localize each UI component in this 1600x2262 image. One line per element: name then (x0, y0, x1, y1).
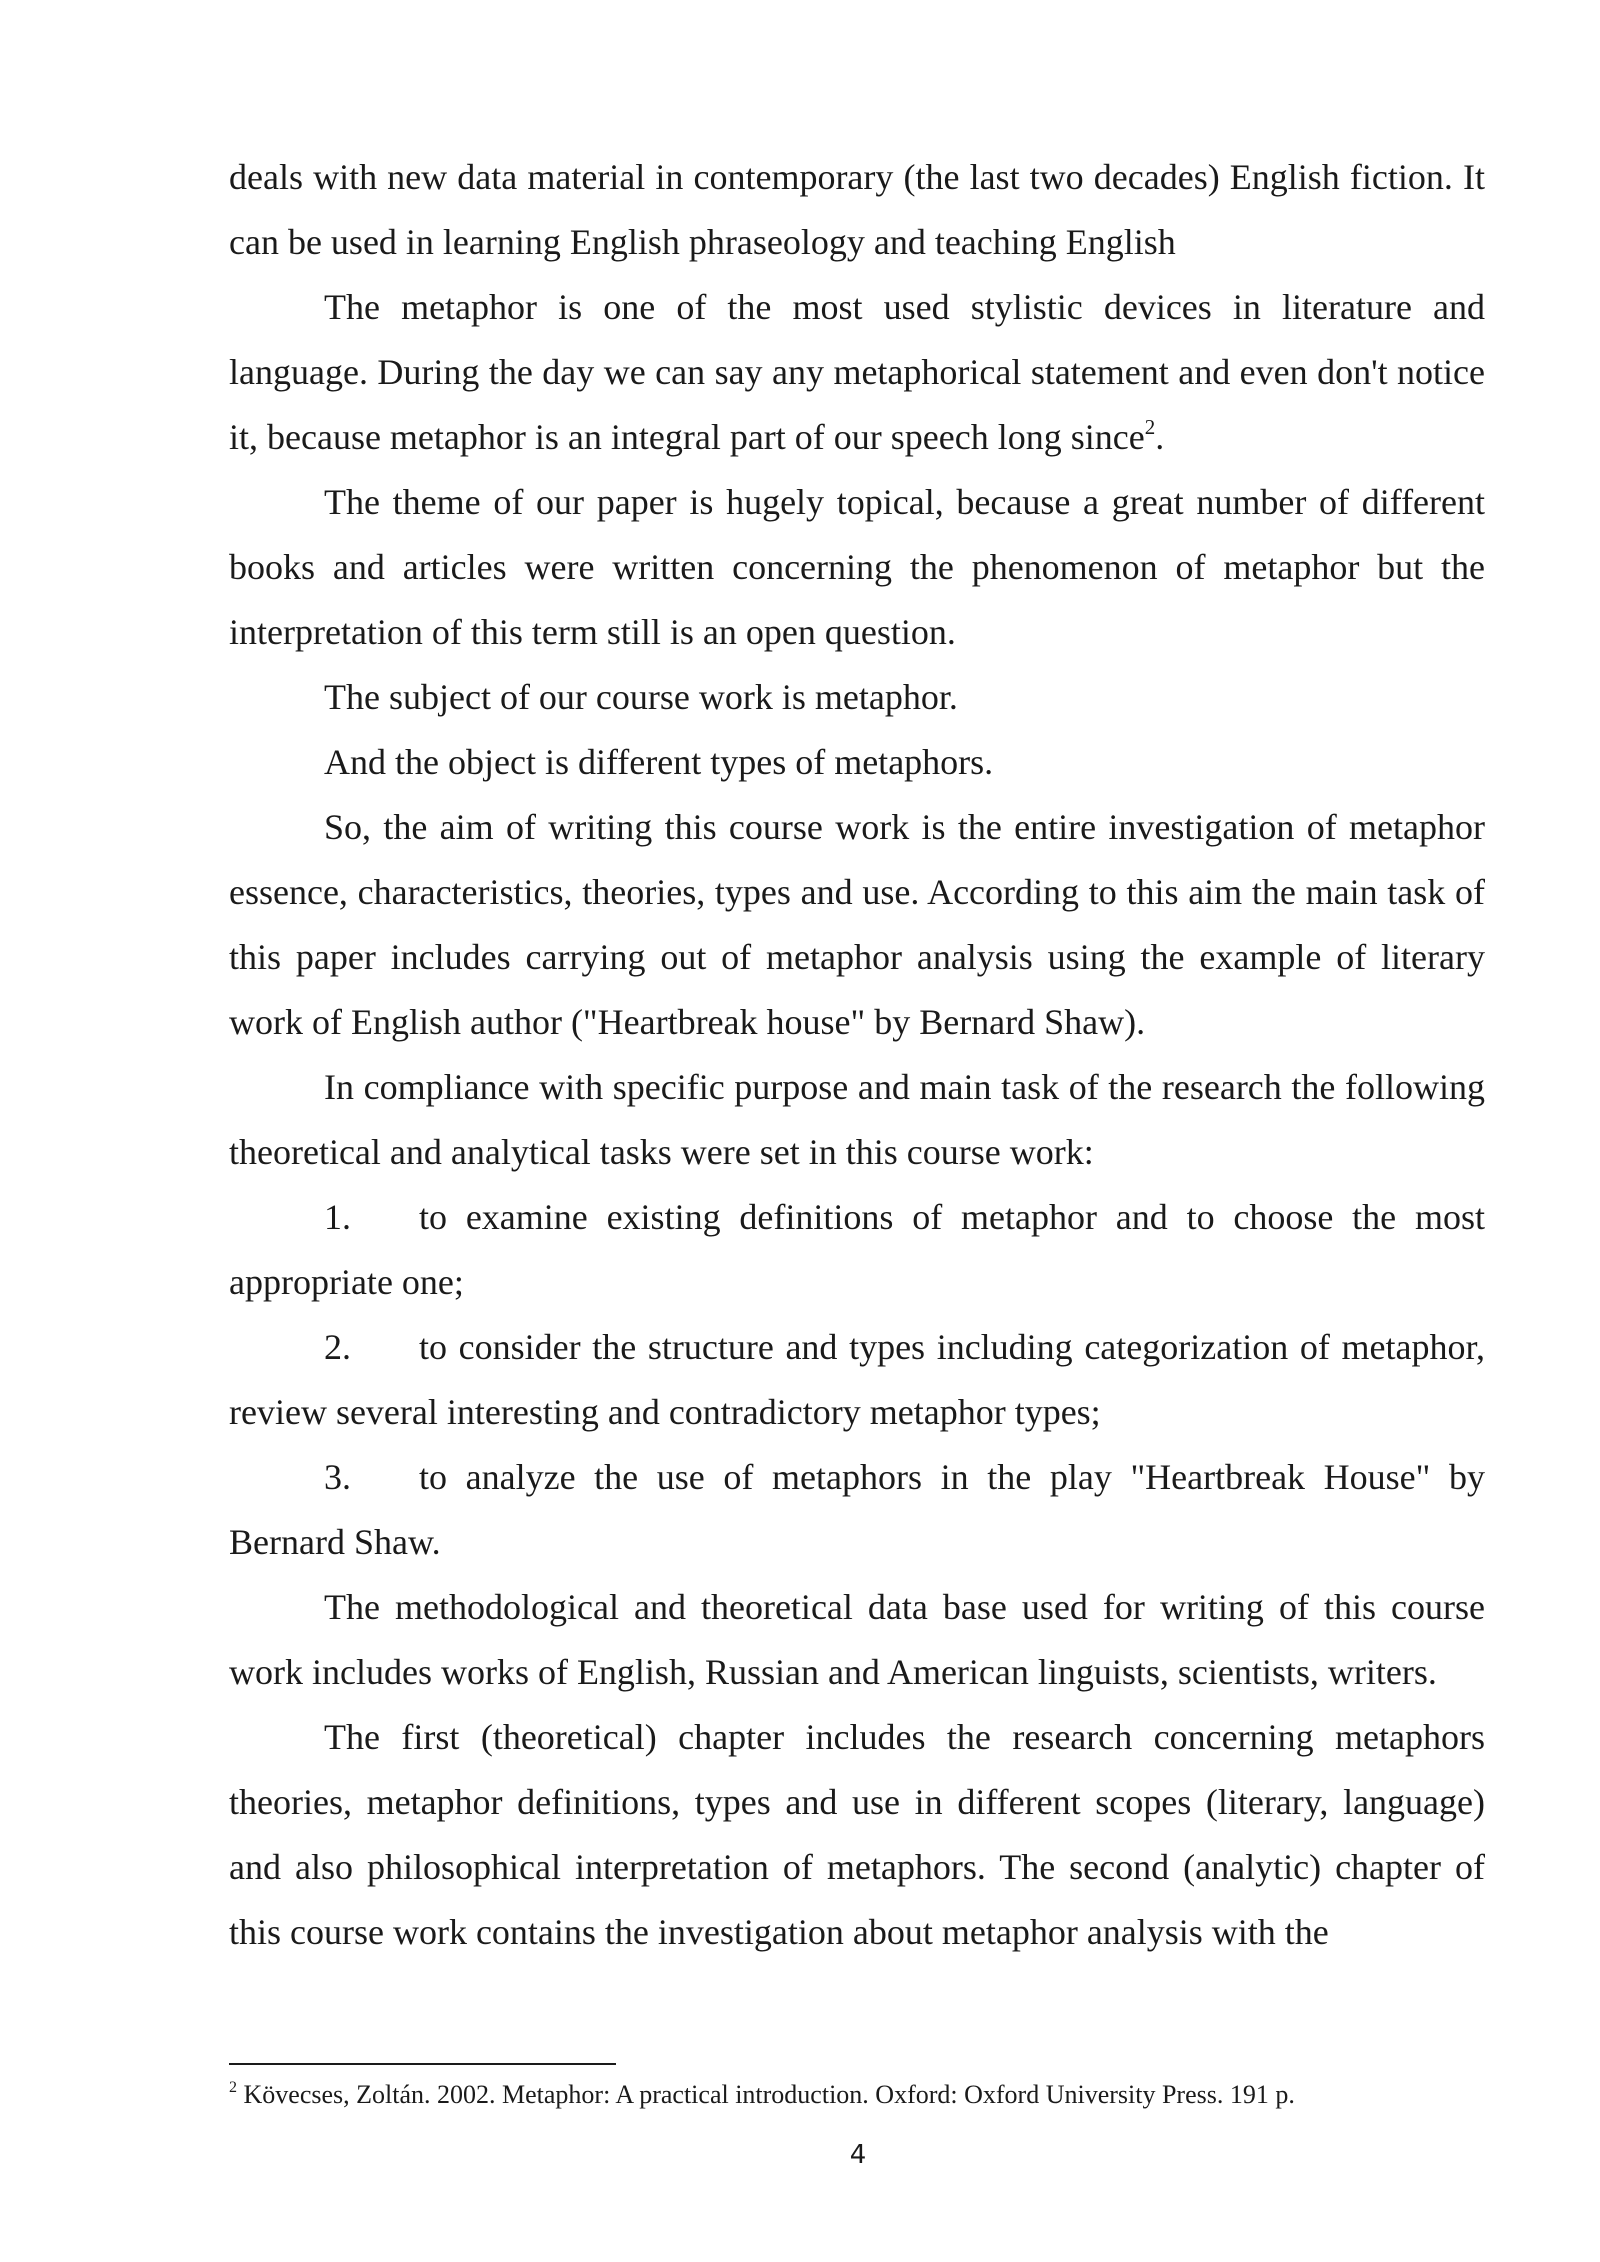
page-number: 4 (849, 2140, 867, 2170)
task-number: 3. (324, 1457, 351, 1497)
main-text (229, 145, 1485, 1965)
footnote-text: Kövecses, Zoltán. 2002. Metaphor: A practical introduction. Oxford: Oxford University Press. 191 p. (237, 2080, 1295, 2109)
task-text: to analyze the use of metaphors in the play "Heartbreak House" by Bernard Shaw. (229, 1457, 1485, 1562)
task-number: 1. (324, 1197, 351, 1237)
footnote (229, 2075, 1485, 2115)
paragraph-subject: The subject of our course work is metaphor. (324, 677, 958, 717)
paragraph-tasks-intro: In compliance with specific purpose and main task of the research the following theoretical and analytical tasks were set in this course work: (229, 1067, 1485, 1172)
task-text: to examine existing definitions of metaphor and to choose the most appropriate one; (229, 1197, 1485, 1302)
paragraph-chapters: The first (theoretical) chapter includes the research concerning metaphors theories, metaphor definitions, types and use in different scopes (literary, language) and also philosophical interpretation of metaphors. The second (analytic) chapter of this course work contains the investigation about metaphor analysis with the (229, 1717, 1485, 1952)
paragraph-end: . (1155, 417, 1165, 457)
task-number: 2. (324, 1327, 351, 1367)
task-text: to consider the structure and types including categorization of metaphor, review several interesting and contradictory metaphor types; (229, 1327, 1485, 1432)
footnote-marker: 2 (229, 2079, 237, 2096)
paragraph-text: The metaphor is one of the most used stylistic devices in literature and language. During the day we can say any metaphorical statement and even don't notice it, because metaphor is an integral part of our speech long since (229, 287, 1485, 457)
paragraph-methodology: The methodological and theoretical data base used for writing of this course work includes works of English, Russian and American linguists, scientists, writers. (229, 1587, 1485, 1692)
footnote-reference: 2 (1144, 415, 1156, 439)
task-list-item (229, 1185, 1485, 1315)
task-list-item (229, 1315, 1485, 1445)
paragraph-continuation: deals with new data material in contemporary (the last two decades) English fiction. It can be used in learning English phraseology and teaching English (229, 157, 1485, 262)
footnote-separator (229, 2063, 616, 2065)
task-list-item (229, 1445, 1485, 1575)
paragraph-object: And the object is different types of metaphors. (324, 742, 994, 782)
paragraph-metaphor-device (229, 275, 1485, 470)
paragraph-aim: So, the aim of writing this course work is the entire investigation of metaphor essence, characteristics, theories, types and use. According to this aim the main task of this paper includes carrying out of metaphor analysis using the example of literary work of English author ("Heartbreak house" by Bernard Shaw). (229, 807, 1485, 1042)
paragraph-theme: The theme of our paper is hugely topical, because a great number of different books and articles were written concerning the phenomenon of metaphor but the interpretation of this term still is an open question. (229, 482, 1485, 652)
